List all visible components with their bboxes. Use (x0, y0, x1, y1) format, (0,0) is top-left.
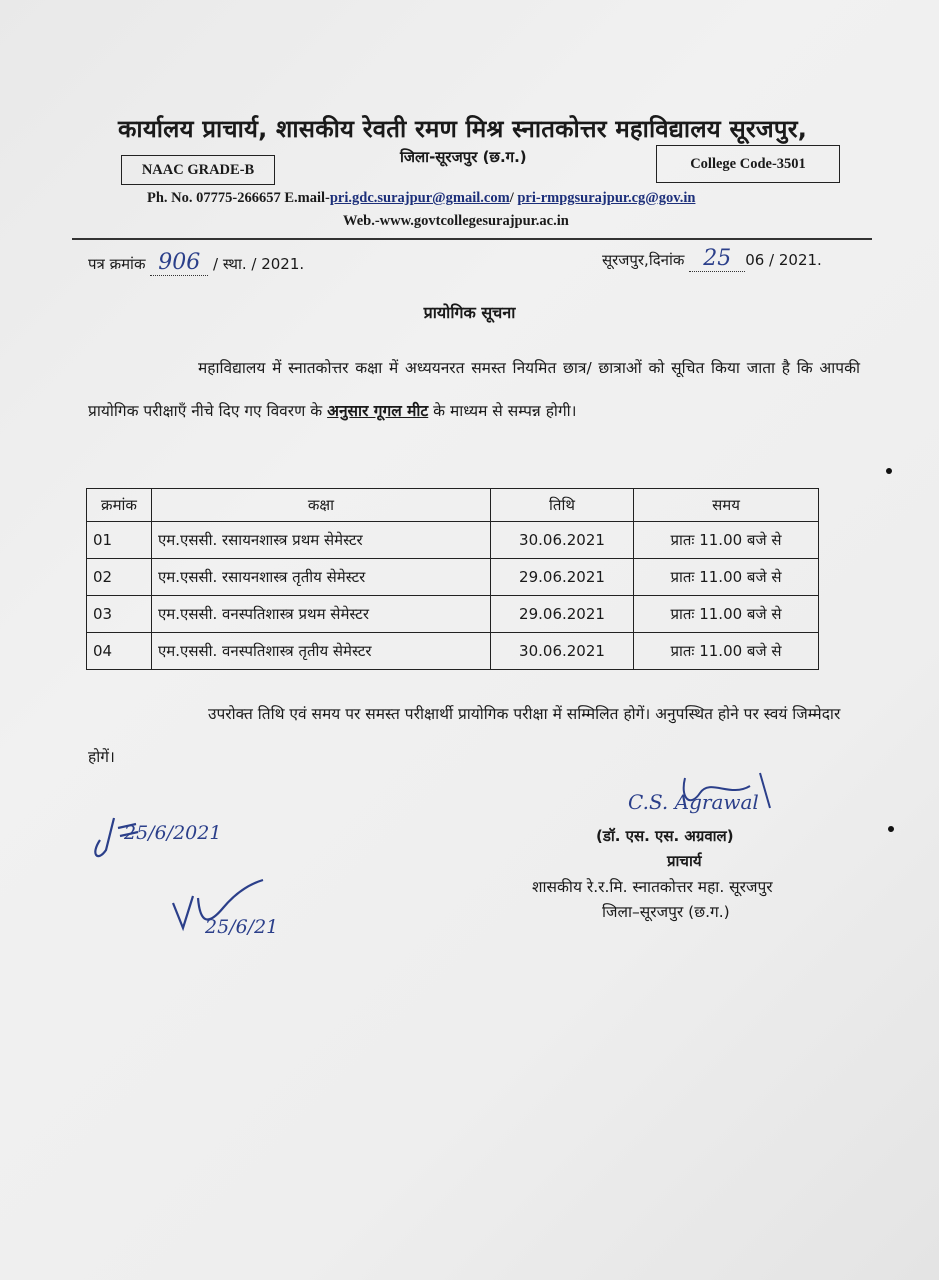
body-part-1: महाविद्यालय में स्नातकोत्तर कक्षा में अध्ययनरत समस्त नियमित छात्र/ छात्राओं को सूचित किया जाता है कि आपकी प्रायोगिक परीक्षाऍं नीचे दिए गए विवरण के (88, 359, 860, 420)
note-text: उपरोक्त तिथि एवं समय पर समस्त परीक्षार्थी प्रायोगिक परीक्षा में सम्मिलित होगें। अनुपस्थित होने पर स्वयं जिम्मेदार होगें। (88, 705, 841, 766)
district-line: जिला-सूरजपुर (छ.ग.) (400, 148, 527, 166)
cell-date: 30.06.2021 (491, 633, 634, 670)
ref-prefix: पत्र क्रमांक (88, 255, 146, 273)
notice-subject: प्रायोगिक सूचना (423, 303, 516, 322)
letter-date (602, 246, 822, 272)
date-day: 25 (689, 246, 745, 272)
college-code-box: College Code-3501 (656, 145, 840, 183)
cell-class: एम.एससी. वनस्पतिशास्त्र प्रथम सेमेस्टर (152, 596, 491, 633)
cell-time: प्रातः 11.00 बजे से (634, 522, 819, 559)
cell-class: एम.एससी. रसायनशास्त्र प्रथम सेमेस्टर (152, 522, 491, 559)
phone-text: Ph. No. 07775-266657 E.mail- (147, 190, 330, 206)
letter-reference (88, 250, 304, 276)
cell-serial: 01 (87, 522, 152, 559)
header-time: समय (634, 489, 819, 522)
date-prefix: सूरजपुर,दिनांक (602, 251, 685, 269)
cell-time: प्रातः 11.00 बजे से (634, 559, 819, 596)
cell-date: 29.06.2021 (491, 596, 634, 633)
table-header-row (87, 489, 819, 522)
header-class: कक्षा (152, 489, 491, 522)
ref-number: 906 (150, 250, 208, 276)
principal-signature: C.S. Agrawal (628, 790, 759, 814)
body-underlined: अनुसार गूगल मीट (327, 402, 429, 420)
paper-speck (886, 468, 892, 474)
naac-grade-box: NAAC GRADE-B (121, 155, 275, 185)
email-link-2[interactable]: pri-rmpgsurajpur.cg@gov.in (517, 190, 696, 206)
cell-class: एम.एससी. वनस्पतिशास्त्र तृतीय सेमेस्टर (152, 633, 491, 670)
exam-schedule-table (86, 488, 819, 670)
principal-title: प्राचार्य (667, 852, 702, 870)
principal-college: शासकीय रे.र.मि. स्नातकोत्तर महा. सूरजपुर (532, 878, 773, 896)
cell-date: 30.06.2021 (491, 522, 634, 559)
cell-time: प्रातः 11.00 बजे से (634, 633, 819, 670)
ref-middle: / स्था. / 2021. (213, 255, 305, 273)
contact-line (147, 190, 695, 207)
notice-body (88, 347, 860, 433)
cell-serial: 03 (87, 596, 152, 633)
table-row (87, 596, 819, 633)
date-suffix: 06 / 2021. (745, 251, 822, 269)
college-title: कार्यालय प्राचार्य, शासकीय रेवती रमण मिश्र स्नातकोत्तर महाविद्यालय सूरजपुर, (118, 115, 808, 143)
email-link-1[interactable]: pri.gdc.surajpur@gmail.com (329, 190, 510, 206)
cell-serial: 04 (87, 633, 152, 670)
paper-speck (888, 826, 894, 832)
header-date: तिथि (491, 489, 634, 522)
principal-name: (डॉ. एस. एस. अग्रवाल) (596, 827, 734, 845)
cell-class: एम.एससी. रसायनशास्त्र तृतीय सेमेस्टर (152, 559, 491, 596)
header-divider (72, 238, 872, 240)
email-separator: / (509, 190, 518, 206)
body-part-2: के माध्यम से सम्पन्न होगी। (428, 402, 577, 420)
initial-date-1: 25/6/2021 (124, 822, 222, 844)
table-row (87, 633, 819, 670)
principal-district: जिला–सूरजपुर (छ.ग.) (602, 903, 730, 921)
cell-serial: 02 (87, 559, 152, 596)
signature-scribble (620, 768, 780, 828)
notice-note (88, 693, 860, 779)
cell-time: प्रातः 11.00 बजे से (634, 596, 819, 633)
website-line: Web.-www.govtcollegesurajpur.ac.in (343, 213, 569, 229)
table-row (87, 522, 819, 559)
cell-date: 29.06.2021 (491, 559, 634, 596)
header-serial: क्रमांक (87, 489, 152, 522)
table-row (87, 559, 819, 596)
initial-date-2: 25/6/21 (205, 916, 279, 938)
